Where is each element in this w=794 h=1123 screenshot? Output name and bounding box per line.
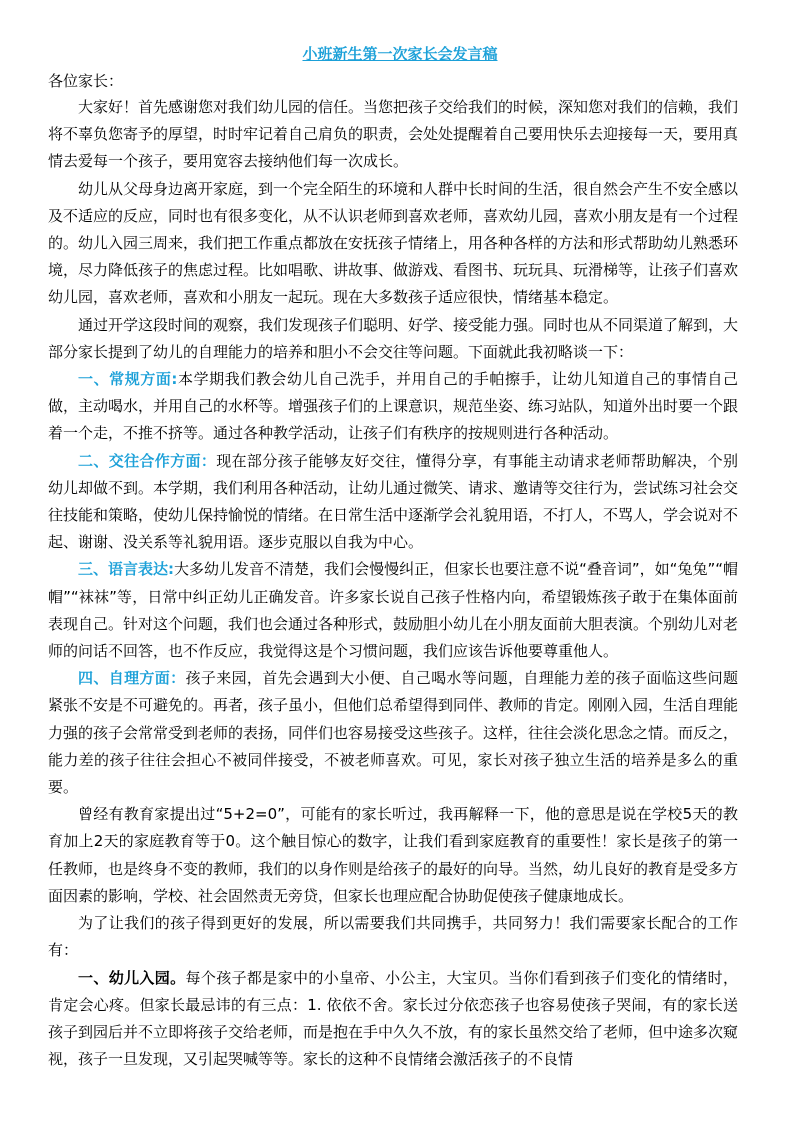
paragraph-1 <box>48 94 738 176</box>
paragraph-text: 通过开学这段时间的观察，我们发现孩子们聪明、好学、接受能力强。同时也从不同渠道了解到，大部分家长提到了幼儿的自理能力的培养和胆小不会交往等问题。下面就此我初略谈一下： <box>48 315 739 361</box>
section-heading: 二、交往合作方面： <box>78 451 217 470</box>
section-heading: 三、语言表达: <box>78 560 175 579</box>
greeting: 各位家长： <box>48 72 124 90</box>
paragraph-language <box>48 556 738 665</box>
paragraph-cooperation <box>48 910 738 964</box>
paragraph-text: 大多幼儿发音不清楚，我们会慢慢纠正，但家长也要注意不说“叠音词”，如“兔兔”“帽帽”“袜袜”等，日常中纠正幼儿正确发音。许多家长说自己孩子性格内向，希望锻炼孩子敢于在集体面前表现自己。针对这个问题，我们也会通过各种形式，鼓励胆小幼儿在小朋友面前大胆表演。个别幼儿对老师的问话不回答，也不作反应，我觉得这是个习惯问题，我们应该告诉他要尊重他人。 <box>48 560 739 661</box>
paragraph-2 <box>48 176 738 312</box>
paragraph-text: 孩子来园，首先会遇到大小便、自己喝水等问题，自理能力差的孩子面临这些问题紧张不安是不可避免的。再者，孩子虽小，但他们总希望得到同伴、教师的肯定。刚刚入园，生活自理能力强的孩子会常常受到老师的表扬，同伴们也容易接受这些孩子。这样，往往会淡化思念之情。而反之，能力差的孩子往往会担心不被同伴接受，不被老师喜欢。可见，家长对孩子独立生活的培养是多么的重要。 <box>48 669 739 797</box>
paragraph-selfcare <box>48 665 738 801</box>
paragraph-5plus2 <box>48 801 738 910</box>
section-heading: 一、常规方面: <box>78 370 178 389</box>
paragraph-entry <box>48 965 738 1074</box>
paragraph-text: 幼儿从父母身边离开家庭，到一个完全陌生的环境和人群中长时间的生活，很自然会产生不安全感以及不适应的反应，同时也有很多变化，从不认识老师到喜欢老师，喜欢幼儿园，喜欢小朋友是有一个过程的。幼儿入园三周来，我们把工作重点都放在安抚孩子情绪上，用各种各样的方法和形式帮助幼儿熟悉环境，尽力降低孩子的焦虑过程。比如唱歌、讲故事、做游戏、看图书、玩玩具、玩滑梯等，让孩子们喜欢幼儿园，喜欢老师，喜欢和小朋友一起玩。现在大多数孩子适应很快，情绪基本稳定。 <box>48 179 739 307</box>
document-title: 小班新生第一次家长会发言稿 <box>302 45 498 63</box>
paragraph-3 <box>48 312 738 366</box>
paragraph-text: 曾经有教育家提出过“5+2=0”，可能有的家长听过，我再解释一下，他的意思是说在学校5天的教育加上2天的家庭教育等于0。这个触目惊心的数字，让我们看到家庭教育的重要性！家长是孩子的第一任教师，也是终身不变的教师，我们的以身作则是给孩子的最好的向导。当然，幼儿良好的教育是受多方面因素的影响，学校、社会固然责无旁贷，但家长也理应配合协助促使孩子健康地成长。 <box>48 805 739 905</box>
paragraph-text: 为了让我们的孩子得到更好的发展，所以需要我们共同携手，共同努力！我们需要家长配合的工作有： <box>48 914 738 960</box>
paragraph-text: 每个孩子都是家中的小皇帝、小公主，大宝贝。当你们看到孩子们变化的情绪时，肯定会心疼。但家长最忌讳的有三点：1. 依依不舍。家长过分依恋孩子也容易使孩子哭闹，有的家长送孩子到园后并不立即将孩子交给老师，而是抱在手中久久不放，有的家长虽然交给了老师，但中途多次窥视，孩子一旦发现，又引起哭喊等等。家长的这种不良情绪会激活孩子的不良情 <box>48 968 739 1069</box>
paragraph-text: 大家好！首先感谢您对我们幼儿园的信任。当您把孩子交给我们的时候，深知您对我们的信赖，我们将不辜负您寄予的厚望，时时牢记着自己肩负的职责，会处处提醒着自己要用快乐去迎接每一天，要用真情去爱每一个孩子，要用宽容去接纳他们每一次成长。 <box>48 98 739 171</box>
item-heading: 一、幼儿入园。 <box>78 968 186 987</box>
document-page <box>48 42 738 1073</box>
section-heading: 四、自理方面： <box>78 669 186 688</box>
paragraph-routine <box>48 366 738 448</box>
paragraph-text: 现在部分孩子能够友好交往，懂得分享，有事能主动请求老师帮助解决，个别幼儿却做不到。本学期，我们利用各种活动，让幼儿通过微笑、请求、邀请等交往行为，尝试练习社会交往技能和策略，使幼儿保持愉悦的情绪。在日常生活中逐渐学会礼貌用语，不打人，不骂人，学会说对不起、谢谢、没关系等礼貌用语。逐步克服以自我为中心。 <box>48 451 739 552</box>
paragraph-text: 本学期我们教会幼儿自己洗手，并用自己的手帕擦手，让幼儿知道自己的事情自己做，主动喝水，并用自己的水杯等。增强孩子们的上课意识，规范坐姿、练习站队，知道外出时要一个跟着一个走，不推不挤等。通过各种教学活动，让孩子们有秩序的按规则进行各种活动。 <box>48 370 739 443</box>
paragraph-social <box>48 448 738 557</box>
